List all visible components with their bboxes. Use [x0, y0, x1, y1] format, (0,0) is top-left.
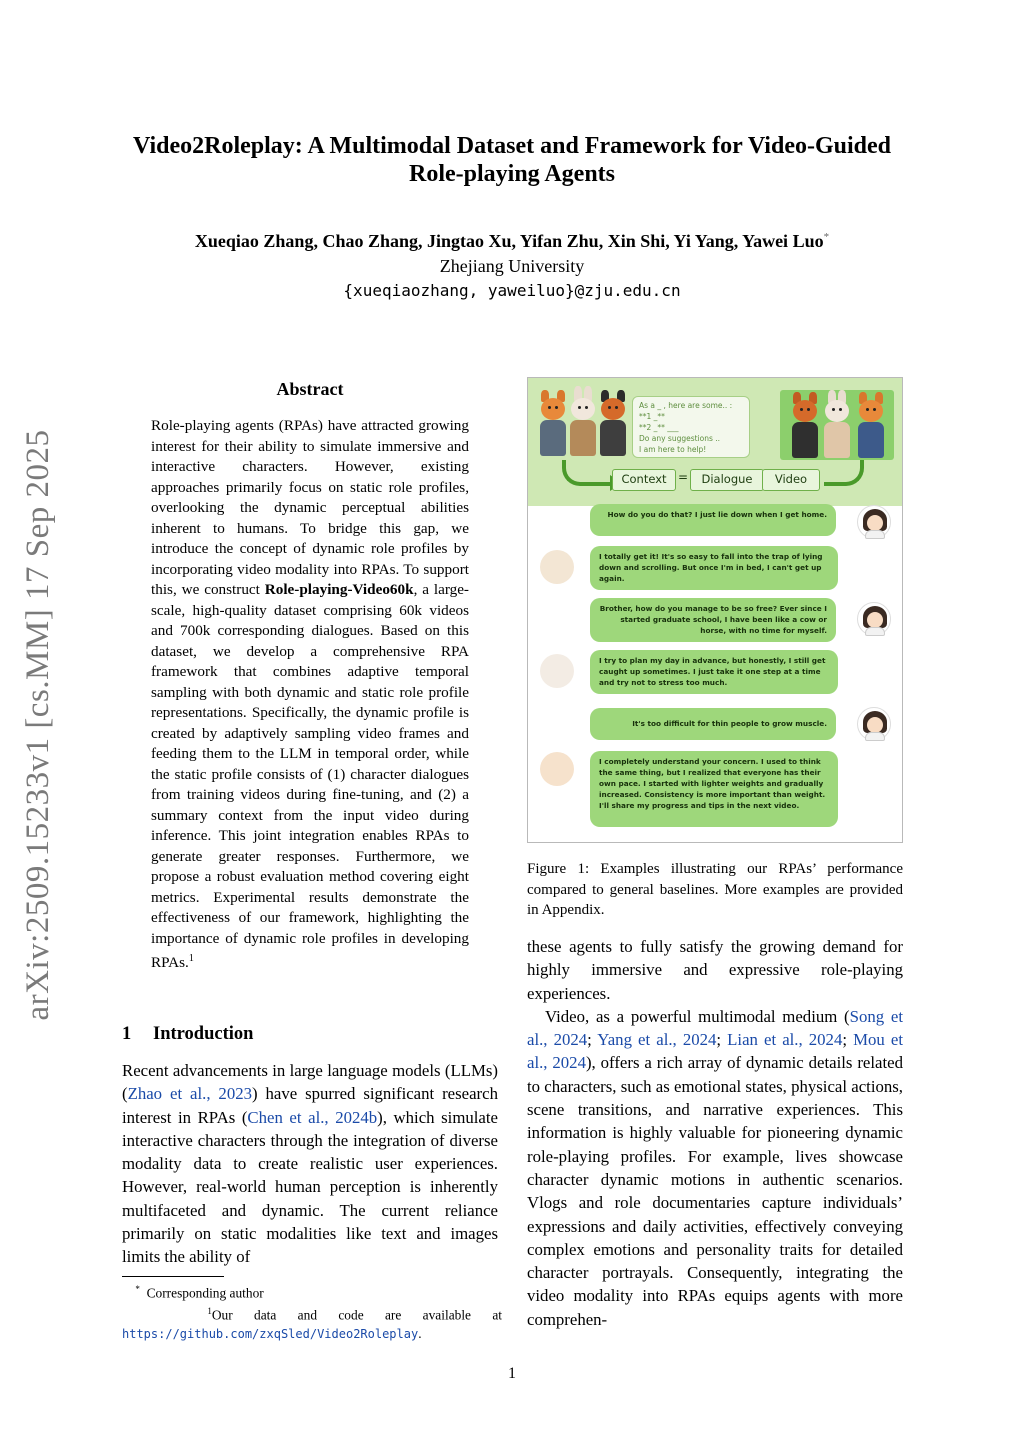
rabbit-avatar-icon — [540, 654, 574, 688]
paragraph-text: Video, as a powerful multimodal medium ( — [545, 1006, 850, 1026]
footnote-text: Corresponding author — [146, 1285, 264, 1301]
rabbit-character-icon — [822, 400, 852, 458]
citation-link[interactable]: Chen et al., 2024b — [247, 1107, 378, 1127]
section-title: Introduction — [153, 1024, 254, 1044]
equals-sign: = — [678, 470, 689, 484]
speech-line: **1 _** — [639, 412, 665, 421]
tiger-avatar-icon — [540, 752, 574, 786]
chip-dialogue: Dialogue — [690, 469, 764, 491]
citation-link[interactable]: Zhao et al., 2023 — [127, 1084, 252, 1104]
footnote-data — [122, 1302, 502, 1342]
speech-line: Do any suggestions .. — [639, 434, 721, 443]
footnote-text: Our data and code are available at — [211, 1307, 502, 1323]
author-email: {xueqiaozhang, yaweiluo}@zju.edu.cn — [343, 281, 681, 300]
footnote-ref-1[interactable]: 1 — [188, 953, 194, 964]
flow-arrow-right — [824, 460, 864, 486]
speech-line: I am here to help! — [639, 445, 707, 454]
paragraph-text: ), offers a rich array of dynamic details related to characters, such as emotional states, physical actions, scene transitions, and narrative experiences. This information is highly valuable for pioneering dynamic role-playing profiles. For example, lives showcase character dynamic motions in authentic scenarios. Vlogs and role documentaries capture individuals’ expressions and daily activities, effectively conveying complex emotions and personality traits for detailed character portrayals. Consequently, integrating the video modality into RPAs equips agents with more comprehen- — [527, 1053, 903, 1329]
chip-video: Video — [762, 469, 820, 491]
agent-message-bubble: I totally get it! It's so easy to fall into the trap of lying down and scrolling. But once I'm in bed, I can't get up again. — [590, 546, 838, 590]
footnote-corresponding — [122, 1280, 502, 1302]
footnote-mark: * — [135, 1284, 140, 1294]
author-list — [100, 231, 924, 252]
intro-paragraph — [122, 1059, 498, 1269]
footnote-rule — [122, 1276, 224, 1277]
footnote-end: . — [418, 1325, 422, 1341]
agent-message-bubble: I try to plan my day in advance, but honestly, I still get caught up sometimes. I just take it one step at a time and try not to stress too much. — [590, 650, 838, 694]
section-heading-introduction — [122, 1024, 498, 1045]
user-avatar-icon — [857, 505, 891, 539]
title-line-1: Video2Roleplay: A Multimodal Dataset and Framework for Video-Guided — [133, 133, 891, 159]
tiger-character-icon — [538, 398, 568, 456]
prompt-speech-box — [632, 396, 750, 458]
user-avatar-icon — [857, 707, 891, 741]
user-message-bubble: It's too difficult for thin people to grow muscle. — [590, 708, 836, 740]
fox-graduate-character-icon — [598, 398, 628, 456]
dataset-name: Role-playing-Video60k — [264, 581, 414, 598]
intro-text-3: ), which simulate interactive characters through the integration of diverse modality data to create realistic user experiences. However, real-world human perception is inherently multifaceted and dynamic. The current reliance primarily on static modalities like text and images limits the ability of — [122, 1107, 498, 1267]
footnote-mark: 1 — [207, 1306, 212, 1317]
flow-arrow-left — [562, 460, 616, 486]
authors-text: Xueqiao Zhang, Chao Zhang, Jingtao Xu, Yifan Zhu, Xin Shi, Yi Yang, Yawei Luo — [194, 231, 824, 251]
user-message-bubble: Brother, how do you manage to be so free? Ever since I started graduate school, I have been like a cow or horse, with no time for myself. — [590, 598, 836, 642]
corresponding-author-mark: * — [823, 231, 830, 243]
chip-context: Context — [612, 469, 676, 491]
paragraph — [527, 1005, 903, 1331]
user-avatar-icon — [857, 602, 891, 636]
abstract-text-b: , a large-scale, high-quality dataset comprising 60k videos and 700k corresponding dialogues. Based on this dataset, we develop a comprehensive RPA framework that combines adaptive temporal sampling with both dynamic and static role profile representations. Specifically, the dynamic profile is created by adaptively sampling video frames and feeding them to the LLM in temporal order, while the static profile consists of (1) character dialogues from training videos during fine-tuning, and (2) a summary context from the input video during inference. This joint integration enables RPAs to generate greater responses. Furthermore, we propose a robust evaluation method covering eight metrics. Experimental results demonstrate the effectiveness of our framework, highlighting the importance of dynamic role profiles in developing RPAs. — [151, 581, 469, 972]
paragraph: these agents to fully satisfy the growing demand for highly immersive and expressive role-playing experiences. — [527, 937, 903, 1003]
figure-header-panel — [528, 378, 902, 506]
user-message-bubble: How do you do that? I just lie down when I get home. — [590, 504, 836, 536]
footnotes — [122, 1280, 502, 1343]
citation-link[interactable]: Yang et al., 2024 — [597, 1030, 717, 1050]
speech-line: **2 _** ___ — [639, 423, 679, 432]
github-link[interactable]: https://github.com/zxqSled/Video2Roleplay — [122, 1326, 419, 1341]
fox-avatar-icon — [540, 550, 574, 584]
intro-text-1: Recent advancements in large language models (LLMs) ( — [122, 1061, 498, 1104]
tiger-character-icon — [856, 400, 886, 458]
video-frame — [780, 390, 894, 460]
speech-line: As a _ , here are some.. : — [639, 401, 733, 410]
citation-separator: ; — [842, 1030, 854, 1050]
abstract-text-a: Role-playing agents (RPAs) have attracted growing interest for their ability to simulate immersive and interactive characters. However, existing approaches primarily focus on static role profiles, overlooking the dynamic perceptual abilities inherent to humans. To bridge this gap, we introduce the concept of dynamic role profiles by incorporating video modality into RPAs. To support this, we construct — [151, 417, 469, 598]
affiliation: Zhejiang University — [439, 256, 585, 276]
citation-separator: ; — [587, 1030, 598, 1050]
abstract-body — [151, 416, 469, 974]
arxiv-stamp: arXiv:2509.15233v1 [cs.MM] 17 Sep 2025 — [20, 429, 56, 1021]
rabbit-character-icon — [568, 398, 598, 456]
section-number: 1 — [122, 1024, 132, 1044]
right-column-body — [527, 935, 903, 1331]
agent-message-bubble: I completely understand your concern. I used to think the same thing, but I realized that everyone has their own pace. I started with lighter weights and gradually increased. Consistency is more important than weight. I'll share my progress and tips in the next video. — [590, 751, 838, 827]
fox-character-icon — [790, 400, 820, 458]
intro-text-2: ) have spurred significant research interest in RPAs ( — [122, 1084, 498, 1127]
citation-separator: ; — [716, 1030, 728, 1050]
figure-caption: Figure 1: Examples illustrating our RPAs’ performance compared to general baselines. More examples are provided in Appendix. — [527, 861, 903, 918]
abstract-heading: Abstract — [276, 379, 344, 399]
citation-link[interactable]: Song et al., 2024 — [527, 1006, 904, 1050]
citation-link[interactable]: Lian et al., 2024 — [727, 1030, 843, 1050]
title-line-2: Role-playing Agents — [408, 161, 615, 187]
paper-title — [100, 132, 924, 188]
citation-link[interactable]: Mou et al., 2024 — [527, 1030, 903, 1073]
figure-1 — [527, 377, 903, 843]
page-number: 1 — [508, 1365, 516, 1382]
